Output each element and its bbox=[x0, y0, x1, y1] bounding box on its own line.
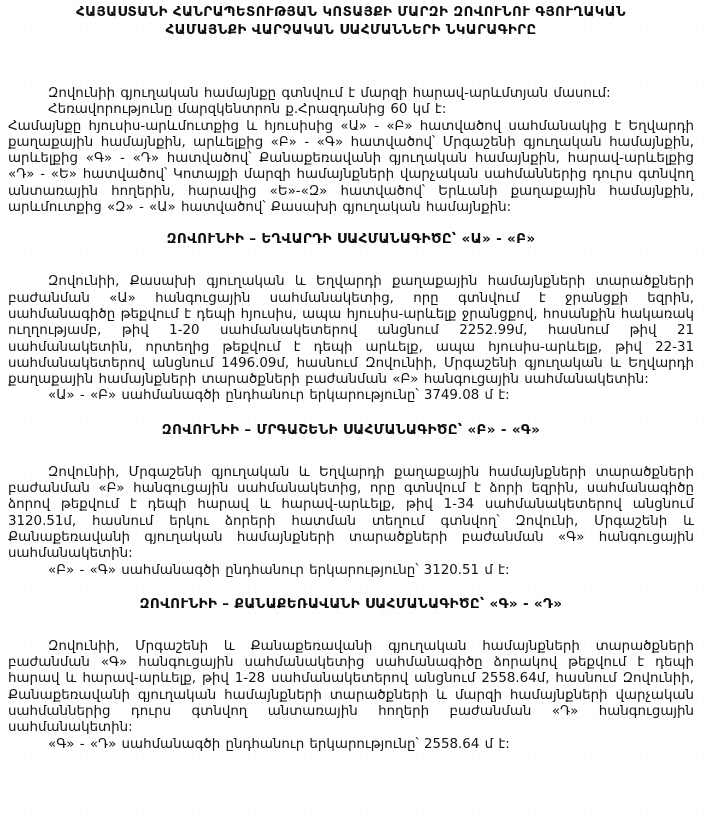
intro-borders-paragraph: Համայնքը հյուսիս-արևմուտքից և հյուսիսից «Ա» - «Բ» հատվածով սահմանակից է Եղվարդի քաղաքային համայնքին, արևելքից «Բ» - «Գ» հատվածով՝ Մրգաշենի գյուղական համայնքին, արևելքից «Գ» - «Դ» հատվածով՝ Քանաքեռավանի գյուղական համայնքին, հարավ-արևելքից «Դ» - «Ե» հատվածով՝ Կոտայքի մարզի համայնքների վարչական սահմաններից դուրս գտնվող անտառային հողերին, հարավից «Ե»-«Զ» հատվածով՝ Երևանի քաղաքային համայնքին, արևմուտքից «Զ» - «Ա» հատվածով՝ Քասախի գյուղական համայնքին: bbox=[8, 118, 694, 216]
intro-distance-paragraph: Հեռավորությունը մարզկենտրոն ք.Հրազդանից 60 կմ է: bbox=[48, 102, 447, 118]
document-title-line2: ՀԱՄԱՅՆՔԻ ՎԱՐՉԱԿԱՆ ՍԱՀՄԱՆՆԵՐԻ ՆԿԱՐԱԳԻՐԸ bbox=[165, 23, 537, 38]
section-heading-a-b: ԶՈՎՈՒՆԻԻ – ԵՂՎԱՐԴԻ ՍԱՀՄԱՆԱԳԻԾԸ՝ «Ա» - «Բ» bbox=[166, 231, 536, 248]
document-title-line1: ՀԱՅԱՍՏԱՆԻ ՀԱՆՐԱՊԵՏՈՒԹՅԱՆ ԿՈՏԱՅՔԻ ՄԱՐԶԻ ԶՈՎՈՒՆՈՒ ԳՅՈՒՂԱԿԱՆ bbox=[76, 5, 626, 20]
intro-location-paragraph: Զովունիի գյուղական համայնքը գտնվում է մարզի հարավ-արևմտյան մասում: bbox=[48, 86, 611, 101]
section-body-a-b: Զովունիի, Քասախի գյուղական և Եղվարդի քաղաքային համայնքների տարածքների բաժանման «Ա» հանգուցային սահմանակետից, որը գտնվում է ջրանցքի եզրին, սահմանագիծը թեքվում է դեպի հյուսիս, ապա հյուսիս-արևելք ջրանցքով, հոսանքին հակառակ ուղղությամբ, թիվ 1-20 սահմանակետերով անցնում 2252.99մ, հասնում թիվ 21 սահմանակետին, որտեղից թեքվում է դեպի արևելք, ապա հյուսիս-արևելք, թիվ 22-31 սահմանակետերով անցնում 1496.09մ, հասնում Զովունիի, Մրգաշենի գյուղական և Եղվարդի քաղաքային համայնքների տարածքների բաժանման «Բ» հանգուցային սահմանակետին: bbox=[8, 274, 694, 388]
section-total-a-b: «Ա» - «Բ» սահմանագծի ընդհանուր երկարությունը՝ 3749.08 մ է: bbox=[48, 388, 510, 404]
section-heading-g-d: ԶՈՎՈՒՆԻԻ – ՔԱՆԱՔԵՌԱՎԱՆԻ ՍԱՀՄԱՆԱԳԻԾԸ՝ «Գ» - «Դ» bbox=[139, 595, 563, 612]
section-border-a-b bbox=[8, 231, 694, 404]
section-border-b-g bbox=[8, 422, 694, 579]
document-title bbox=[8, 4, 694, 40]
section-heading-b-g: ԶՈՎՈՒՆԻԻ – ՄՐԳԱՇԵՆԻ ՍԱՀՄԱՆԱԳԻԾԸ՝ «Բ» - «Գ» bbox=[161, 421, 541, 438]
section-body-b-g: Զովունիի, Մրգաշենի գյուղական և Եղվարդի քաղաքային համայնքների տարածքների բաժանման «Բ» հանգուցային սահմանակետից, որը գտնվում է ձորի եզրին, սահմանագիծը ձորով թեքվում է դեպի հարավ և հարավ-արևելք, թիվ 1-34 սահմանակետերով անցնում 3120.51մ, հասնում երկու ձորերի հատման տեղում գտնվող՝ Զովունի, Մրգաշենի և Քանաքեռավանի գյուղական համայնքների տարածքների բաժանման «Գ» հանգուցային սահմանակետին: bbox=[8, 464, 694, 562]
intro-block bbox=[8, 86, 694, 216]
section-border-g-d bbox=[8, 596, 694, 753]
section-total-g-d: «Գ» - «Դ» սահմանագծի ընդհանուր երկարությունը՝ 2558.64 մ է: bbox=[48, 736, 510, 752]
section-body-g-d: Զովունիի, Մրգաշենի և Քանաքեռավանի գյուղական համայնքների տարածքների բաժանման «Գ» հանգուցային սահմանակետից սահմանագիծը ձորակով թեքվում է դեպի հարավ և հարավ-արևելք, թիվ 1-28 սահմանակետերով անցնում 2558.64մ, հասնում Զովունիի, Քանաքեռավանի գյուղական համայնքների տարածքների և մարզի համայնքների վարչական սահմաններից դուրս գտնվող անտառային հողերի բաժանման «Դ» հանգուցային սահմանակետին: bbox=[8, 638, 694, 736]
section-total-b-g: «Բ» - «Գ» սահմանագծի ընդհանուր երկարությունը՝ 3120.51 մ է: bbox=[48, 562, 510, 578]
